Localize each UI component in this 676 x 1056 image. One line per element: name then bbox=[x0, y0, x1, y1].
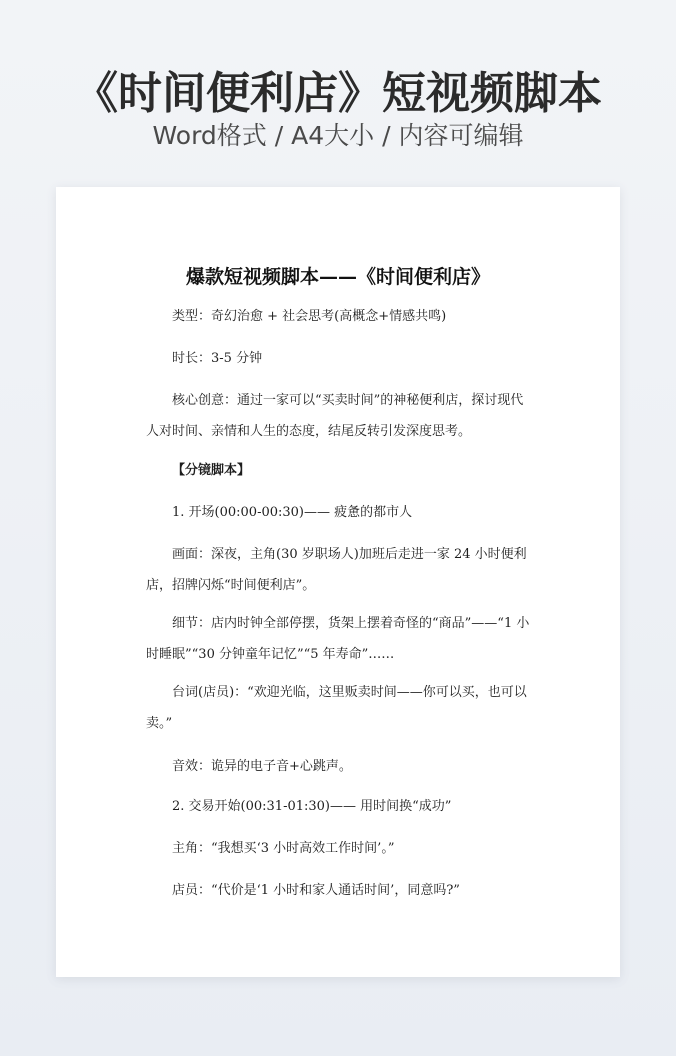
paragraph-scene-1-sound: 音效：诡异的电子音+心跳声。 bbox=[172, 759, 352, 774]
paragraph-scene-1-heading: 1. 开场(00:00-00:30)—— 疲惫的都市人 bbox=[172, 505, 413, 520]
paragraph-scene-1-detail: 细节：店内时钟全部停摆，货架上摆着奇怪的“商品”——“1 小时睡眠”“30 分钟童年记忆”“5 年寿命”…… bbox=[146, 616, 530, 662]
section-heading-storyboard: 【分镜脚本】 bbox=[172, 463, 251, 478]
paragraph-scene-2-protagonist: 主角：“我想买‘3 小时高效工作时间’。” bbox=[172, 841, 395, 856]
document-title: 爆款短视频脚本——《时间便利店》 bbox=[185, 266, 490, 288]
document-page bbox=[56, 187, 620, 977]
banner-title: 《时间便利店》短视频脚本 bbox=[74, 68, 602, 119]
paragraph-scene-2-heading: 2. 交易开始(00:31-01:30)—— 用时间换“成功” bbox=[172, 799, 452, 814]
paragraph-scene-2-clerk: 店员：“代价是‘1 小时和家人通话时间’，同意吗?” bbox=[172, 883, 460, 898]
paragraph-core-idea: 核心创意：通过一家可以“买卖时间”的神秘便利店，探讨现代人对时间、亲情和人生的态度，结尾反转引发深度思考。 bbox=[146, 393, 524, 439]
paragraph-duration: 时长：3-5 分钟 bbox=[172, 351, 263, 366]
paragraph-scene-1-visual: 画面：深夜，主角(30 岁职场人)加班后走进一家 24 小时便利店，招牌闪烁“时间便利店”。 bbox=[146, 547, 527, 593]
banner-subtitle: Word格式 / A4大小 / 内容可编辑 bbox=[152, 121, 524, 150]
paragraph-type: 类型：奇幻治愈 + 社会思考(高概念+情感共鸣) bbox=[172, 309, 447, 324]
paragraph-scene-1-dialogue: 台词(店员)：“欢迎光临，这里贩卖时间——你可以买，也可以卖。” bbox=[146, 685, 527, 731]
